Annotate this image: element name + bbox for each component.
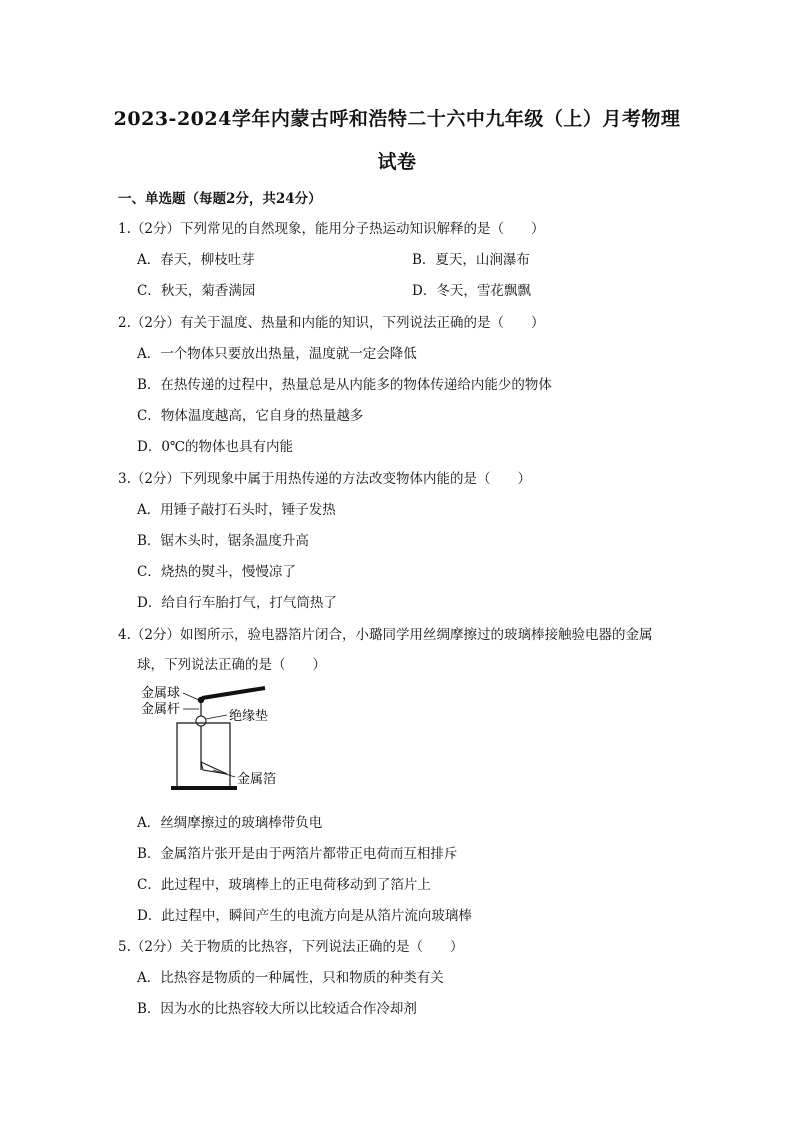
question-1-option-b: B．夏天，山涧瀑布 xyxy=(412,252,530,268)
exam-title-line2: 试卷 xyxy=(377,151,417,173)
leader-foil xyxy=(213,770,235,777)
question-4-option-b: B．金属箔片张开是由于两箔片都带正电荷而互相排斥 xyxy=(137,846,458,862)
label-metal-rod: 金属杆 xyxy=(141,702,181,717)
question-3-option-a: A．用锤子敲打石头时，锤子发热 xyxy=(137,502,336,518)
leader-ball xyxy=(183,693,199,700)
question-2-option-d: D．0℃的物体也具有内能 xyxy=(137,439,294,455)
electroscope-figure xyxy=(135,680,295,800)
question-4-option-a: A．丝绸摩擦过的玻璃棒带负电 xyxy=(137,815,323,831)
question-4-stem-line1: 4.（2分）如图所示，验电器箔片闭合，小璐同学用丝绸摩擦过的玻璃棒接触验电器的金属 xyxy=(118,627,653,643)
insulating-pad xyxy=(196,716,206,726)
question-4-option-d: D．此过程中，瞬间产生的电流方向是从箔片流向玻璃棒 xyxy=(137,908,472,924)
question-1-option-d: D．冬天，雪花飘飘 xyxy=(412,283,531,299)
question-2-option-a: A．一个物体只要放出热量，温度就一定会降低 xyxy=(137,346,417,362)
question-5-stem: 5.（2分）关于物质的比热容，下列说法正确的是（ ） xyxy=(118,939,464,955)
question-1-stem: 1.（2分）下列常见的自然现象，能用分子热运动知识解释的是（ ） xyxy=(118,221,545,237)
jar-outline xyxy=(177,723,230,786)
leader-pad xyxy=(206,715,227,719)
question-2-option-c: C．物体温度越高，它自身的热量越多 xyxy=(137,408,364,424)
question-4-stem-line2: 球，下列说法正确的是（ ） xyxy=(137,657,326,673)
question-3-option-c: C．烧热的熨斗，慢慢凉了 xyxy=(137,564,296,580)
question-3-option-d: D．给自行车胎打气，打气筒热了 xyxy=(137,595,337,611)
label-metal-ball: 金属球 xyxy=(141,686,181,701)
question-5-option-b: B．因为水的比热容较大所以比较适合作冷却剂 xyxy=(137,1001,417,1017)
question-3-stem: 3.（2分）下列现象中属于用热传递的方法改变物体内能的是（ ） xyxy=(118,471,531,487)
section-heading-single-choice: 一、单选题（每题2分，共24分） xyxy=(118,191,322,207)
metal-foil xyxy=(201,762,227,774)
question-3-option-b: B．锯木头时，锯条温度升高 xyxy=(137,533,309,549)
question-1-option-a: A．春天，柳枝吐芽 xyxy=(137,252,255,268)
label-insulating-pad: 绝缘垫 xyxy=(229,709,269,724)
question-2-option-b: B．在热传递的过程中，热量总是从内能多的物体传递给内能少的物体 xyxy=(137,377,552,393)
question-1-option-c: C．秋天，菊香满园 xyxy=(137,283,256,299)
label-metal-foil: 金属箔 xyxy=(237,772,277,787)
question-5-option-a: A．比热容是物质的一种属性，只和物质的种类有关 xyxy=(137,970,444,986)
exam-title-line1: 2023-2024学年内蒙古呼和浩特二十六中九年级（上）月考物理 xyxy=(113,108,681,130)
question-4-option-c: C．此过程中，玻璃棒上的正电荷移动到了箔片上 xyxy=(137,877,431,893)
question-2-stem: 2.（2分）有关于温度、热量和内能的知识，下列说法正确的是（ ） xyxy=(118,315,545,331)
glass-rod xyxy=(202,688,265,698)
